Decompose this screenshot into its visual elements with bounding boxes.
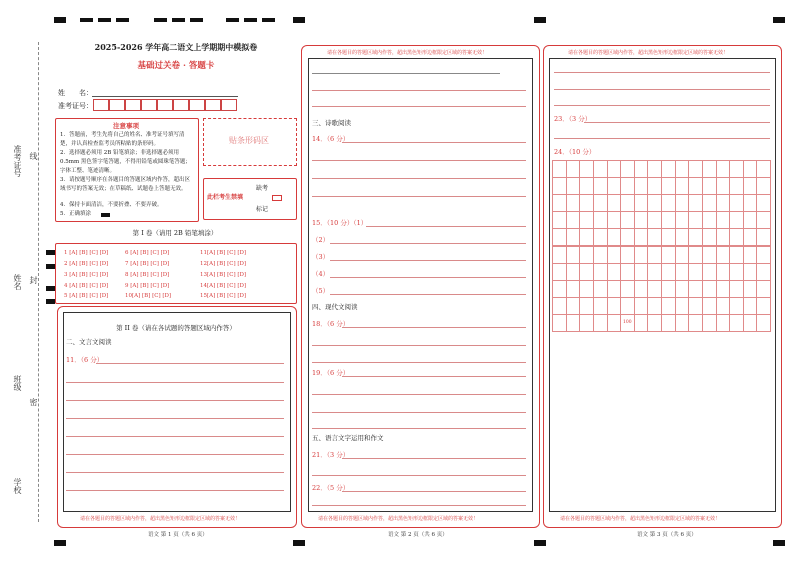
essay-grid-cell[interactable] <box>593 194 608 212</box>
side-mark <box>46 299 55 304</box>
page-number: 语文 第 2 页（共 6 页） <box>388 532 448 538</box>
essay-grid-cell[interactable] <box>647 160 662 178</box>
answer-line[interactable] <box>312 178 526 179</box>
essay-grid-cell[interactable] <box>552 280 567 298</box>
answer-line[interactable] <box>66 490 284 491</box>
choice-row[interactable]: 15[A] [B] [C] [D] <box>200 293 247 299</box>
essay-grid-cell[interactable] <box>566 314 581 332</box>
registration-mark <box>244 18 257 22</box>
essay-grid-cell[interactable] <box>743 297 758 315</box>
essay-grid-cell[interactable] <box>743 194 758 212</box>
essay-grid-cell[interactable] <box>620 297 635 315</box>
essay-grid-cell[interactable] <box>552 314 567 332</box>
answer-line[interactable] <box>554 105 770 106</box>
choice-row[interactable]: 3 [A] [B] [C] [D] <box>64 272 109 278</box>
choice-row[interactable]: 13[A] [B] [C] [D] <box>200 272 247 278</box>
essay-grid-cell[interactable] <box>716 194 731 212</box>
barcode-label: 贴条形码区 <box>229 136 269 145</box>
registration-mark <box>98 18 111 22</box>
essay-grid-cell[interactable] <box>661 228 676 246</box>
essay-grid-cell[interactable] <box>675 263 690 281</box>
essay-grid-cell[interactable] <box>756 280 771 298</box>
choice-row[interactable]: 7 [A] [B] [C] [D] <box>125 261 170 267</box>
section-modern: 四、现代文阅读 <box>312 303 358 311</box>
answer-line[interactable] <box>66 400 284 401</box>
essay-grid-cell[interactable] <box>579 314 594 332</box>
essay-grid-cell[interactable] <box>634 211 649 229</box>
question-15-label: 15．（10 分）（1） <box>312 219 368 227</box>
essay-grid-cell[interactable] <box>593 280 608 298</box>
essay-grid-cell[interactable] <box>688 314 703 332</box>
essay-grid-cell[interactable] <box>552 194 567 212</box>
answer-line[interactable] <box>584 122 770 123</box>
essay-grid-cell[interactable] <box>593 314 608 332</box>
answer-line[interactable] <box>312 412 526 413</box>
answer-line[interactable] <box>66 382 284 383</box>
essay-grid-cell[interactable] <box>729 314 744 332</box>
essay-grid-cell[interactable] <box>579 263 594 281</box>
essay-grid-cell[interactable] <box>593 246 608 264</box>
exam-no-label: 准考证号： <box>58 102 93 110</box>
essay-grid-cell[interactable] <box>743 177 758 195</box>
question-14-label: 14．（6 分） <box>312 135 350 143</box>
essay-grid-cell[interactable] <box>607 297 622 315</box>
essay-grid-cell[interactable] <box>634 160 649 178</box>
essay-grid-cell[interactable] <box>620 280 635 298</box>
essay-grid-cell[interactable] <box>702 211 717 229</box>
answer-line[interactable] <box>330 243 526 244</box>
essay-grid-cell[interactable] <box>634 263 649 281</box>
essay-grid-cell[interactable] <box>593 177 608 195</box>
essay-grid-cell[interactable] <box>647 297 662 315</box>
essay-grid-cell[interactable] <box>579 228 594 246</box>
essay-grid-cell[interactable] <box>566 160 581 178</box>
essay-grid-cell[interactable] <box>647 314 662 332</box>
essay-grid-cell[interactable] <box>675 160 690 178</box>
part2-title: 第 II 卷（请在各试题的答题区域内作答） <box>116 324 236 332</box>
essay-grid-cell[interactable] <box>647 263 662 281</box>
essay-grid-cell[interactable] <box>552 160 567 178</box>
essay-grid-cell[interactable] <box>634 228 649 246</box>
essay-grid-cell[interactable] <box>647 194 662 212</box>
answer-line[interactable] <box>366 226 526 227</box>
essay-grid-cell[interactable] <box>702 177 717 195</box>
section-writing: 五、语言文字运用和作文 <box>312 434 384 442</box>
answer-line[interactable] <box>66 418 284 419</box>
essay-grid-cell[interactable] <box>634 297 649 315</box>
essay-grid-cell[interactable] <box>661 297 676 315</box>
registration-mark <box>172 18 185 22</box>
essay-grid-cell[interactable] <box>729 246 744 264</box>
essay-grid-cell[interactable] <box>702 160 717 178</box>
essay-grid-cell[interactable] <box>729 297 744 315</box>
registration-mark <box>116 18 129 22</box>
essay-grid-cell[interactable] <box>607 246 622 264</box>
question-15-4-label: （4） <box>312 270 330 278</box>
registration-mark <box>293 17 305 23</box>
essay-grid-cell[interactable] <box>688 263 703 281</box>
side-label-exam-no: 准考证号 <box>13 145 22 177</box>
registration-mark <box>54 540 66 546</box>
essay-grid-cell[interactable] <box>634 177 649 195</box>
answer-line[interactable] <box>312 362 526 363</box>
choice-row[interactable]: 14[A] [B] [C] [D] <box>200 283 247 289</box>
essay-grid-cell[interactable] <box>634 246 649 264</box>
essay-grid-cell[interactable] <box>716 228 731 246</box>
essay-grid-cell[interactable] <box>620 211 635 229</box>
essay-grid-cell[interactable] <box>566 228 581 246</box>
essay-grid-cell[interactable] <box>756 194 771 212</box>
essay-grid-cell[interactable] <box>620 194 635 212</box>
essay-grid-cell[interactable] <box>661 314 676 332</box>
essay-grid-cell[interactable] <box>607 194 622 212</box>
answer-line[interactable] <box>312 160 526 161</box>
essay-grid-cell[interactable] <box>743 160 758 178</box>
essay-grid-cell[interactable] <box>647 177 662 195</box>
notice-item: 5．正确填涂 <box>60 211 91 217</box>
essay-grid-cell[interactable] <box>702 297 717 315</box>
header-notice: 请在各题目的答题区域内作答，超出黑色矩形边框限定区域的答案无效！ <box>568 50 729 56</box>
question-15-5-label: （5） <box>312 287 330 295</box>
side-label-secret: 密 <box>29 398 38 406</box>
essay-grid-cell[interactable] <box>688 194 703 212</box>
answer-line[interactable] <box>330 277 526 278</box>
fill-example-icon <box>101 213 110 217</box>
essay-grid-cell[interactable] <box>702 228 717 246</box>
side-label-line: 线 <box>29 152 38 160</box>
answer-line[interactable] <box>312 505 526 506</box>
answer-line[interactable] <box>554 89 770 90</box>
essay-grid-cell[interactable] <box>702 280 717 298</box>
essay-grid-cell[interactable] <box>675 246 690 264</box>
essay-grid-cell[interactable] <box>702 246 717 264</box>
essay-grid-cell[interactable] <box>716 246 731 264</box>
essay-grid-cell[interactable] <box>552 211 567 229</box>
notice-item: 4．保持卡面清洁，不要折叠、不要弄破。 <box>60 202 163 208</box>
choice-row[interactable]: 9 [A] [B] [C] [D] <box>125 283 170 289</box>
notice-item: 2．选择题必须用 2B 铅笔填涂；非选择题必须用 0.5mm 黑色签字笔答题，不得用铅笔或圆珠笔答题；字体工整、笔迹清晰。 <box>60 150 191 174</box>
registration-mark <box>190 18 203 22</box>
answer-line[interactable] <box>312 394 526 395</box>
essay-grid-cell[interactable] <box>729 194 744 212</box>
essay-grid-cell[interactable] <box>702 314 717 332</box>
essay-grid-cell[interactable] <box>620 246 635 264</box>
answer-line[interactable] <box>96 363 284 364</box>
essay-grid-cell[interactable] <box>743 263 758 281</box>
essay-grid-cell[interactable] <box>688 160 703 178</box>
answer-line[interactable] <box>342 491 526 492</box>
essay-grid-cell[interactable] <box>593 297 608 315</box>
essay-grid-cell[interactable] <box>716 177 731 195</box>
essay-grid-cell[interactable] <box>688 297 703 315</box>
choice-row[interactable]: 5 [A] [B] [C] [D] <box>64 293 109 299</box>
essay-grid-cell[interactable] <box>729 228 744 246</box>
essay-grid-cell[interactable] <box>688 177 703 195</box>
registration-mark <box>154 18 167 22</box>
essay-grid-cell[interactable] <box>607 314 622 332</box>
answer-line[interactable] <box>312 90 526 91</box>
choice-row[interactable]: 12[A] [B] [C] [D] <box>200 261 247 267</box>
choice-row[interactable]: 2 [A] [B] [C] [D] <box>64 261 109 267</box>
exam-no-boxes[interactable] <box>93 99 237 111</box>
part1-title: 第 I 卷（请用 2B 铅笔填涂） <box>132 229 218 237</box>
essay-grid-cell[interactable] <box>743 314 758 332</box>
registration-mark <box>534 17 546 23</box>
essay-grid-cell[interactable] <box>661 194 676 212</box>
side-mark <box>46 286 55 291</box>
essay-grid-cell[interactable] <box>607 228 622 246</box>
essay-grid[interactable] <box>552 160 770 331</box>
essay-grid-cell[interactable] <box>661 211 676 229</box>
essay-grid-cell[interactable] <box>579 194 594 212</box>
page-subtitle: 基础过关卷 · 答题卡 <box>137 61 215 71</box>
essay-grid-cell[interactable] <box>743 211 758 229</box>
essay-grid-cell[interactable] <box>716 297 731 315</box>
question-11-label: 11．（6 分） <box>66 356 104 364</box>
essay-grid-cell[interactable] <box>552 263 567 281</box>
essay-grid-cell[interactable] <box>620 228 635 246</box>
essay-grid-cell[interactable] <box>634 314 649 332</box>
essay-grid-cell[interactable] <box>634 194 649 212</box>
essay-grid-cell[interactable] <box>743 246 758 264</box>
essay-grid-cell[interactable] <box>688 211 703 229</box>
essay-grid-cell[interactable] <box>620 160 635 178</box>
essay-grid-cell[interactable] <box>661 177 676 195</box>
essay-grid-cell[interactable] <box>716 280 731 298</box>
footer-notice: 请在各题目的答题区域内作答，超出黑色矩形边框限定区域的答案无效！ <box>560 516 721 522</box>
name-field[interactable] <box>92 96 238 97</box>
word-count-marker: 100 <box>623 320 632 325</box>
essay-grid-cell[interactable] <box>743 280 758 298</box>
side-mark <box>46 264 55 269</box>
essay-grid-cell[interactable] <box>647 246 662 264</box>
side-label-class: 班级 <box>13 375 22 391</box>
answer-line[interactable] <box>330 294 526 295</box>
essay-grid-cell[interactable] <box>579 246 594 264</box>
choice-row[interactable]: 6 [A] [B] [C] [D] <box>125 250 170 256</box>
answer-line[interactable] <box>312 428 526 429</box>
essay-grid-cell[interactable] <box>620 177 635 195</box>
page-title: 2025-2026 学年高二语文上学期期中模拟卷 <box>94 42 258 52</box>
choice-row[interactable]: 8 [A] [B] [C] [D] <box>125 272 170 278</box>
essay-grid-cell[interactable] <box>566 194 581 212</box>
essay-grid-cell[interactable] <box>607 211 622 229</box>
essay-grid-cell[interactable] <box>620 263 635 281</box>
side-label-name: 姓名 <box>13 274 22 290</box>
essay-grid-cell[interactable] <box>579 297 594 315</box>
essay-grid-cell[interactable] <box>566 177 581 195</box>
essay-grid-cell[interactable] <box>756 160 771 178</box>
essay-grid-cell[interactable] <box>607 160 622 178</box>
essay-grid-cell[interactable] <box>688 246 703 264</box>
question-24-label: 24．（10 分） <box>554 148 596 156</box>
question-15-3-label: （3） <box>312 253 330 261</box>
essay-grid-cell[interactable] <box>593 228 608 246</box>
essay-grid-cell[interactable] <box>716 314 731 332</box>
essay-grid-cell[interactable] <box>579 280 594 298</box>
registration-mark <box>262 18 275 22</box>
side-label-school: 学校 <box>13 478 22 494</box>
answer-line[interactable] <box>342 376 526 377</box>
essay-grid-cell[interactable] <box>566 280 581 298</box>
essay-grid-cell[interactable] <box>552 228 567 246</box>
essay-grid-cell[interactable] <box>729 177 744 195</box>
answer-line[interactable] <box>312 345 526 346</box>
essay-grid-cell[interactable] <box>566 246 581 264</box>
essay-grid-cell[interactable] <box>579 160 594 178</box>
essay-grid-cell[interactable] <box>756 228 771 246</box>
registration-mark <box>226 18 239 22</box>
essay-grid-cell[interactable] <box>661 160 676 178</box>
essay-grid-cell[interactable] <box>566 211 581 229</box>
page-number: 语文 第 3 页（共 6 页） <box>637 532 697 538</box>
answer-line[interactable] <box>554 72 770 73</box>
essay-grid-cell[interactable] <box>756 263 771 281</box>
essay-grid-cell[interactable] <box>756 297 771 315</box>
answer-line[interactable] <box>66 454 284 455</box>
essay-grid-cell[interactable] <box>716 211 731 229</box>
essay-grid-cell[interactable] <box>647 228 662 246</box>
question-23-label: 23．（3 分） <box>554 115 592 123</box>
essay-grid-cell[interactable] <box>552 177 567 195</box>
notice-title: 注意事项 <box>113 122 139 130</box>
essay-grid-cell[interactable] <box>716 160 731 178</box>
page-number: 语文 第 1 页（共 6 页） <box>148 532 208 538</box>
essay-grid-cell[interactable] <box>647 280 662 298</box>
essay-grid-cell[interactable] <box>593 160 608 178</box>
essay-grid-cell[interactable] <box>702 263 717 281</box>
essay-grid-cell[interactable] <box>579 177 594 195</box>
answer-line[interactable] <box>66 436 284 437</box>
essay-grid-cell[interactable] <box>675 177 690 195</box>
question-15-2-label: （2） <box>312 236 330 244</box>
question-21-label: 21．（3 分） <box>312 451 350 459</box>
essay-grid-cell[interactable] <box>607 280 622 298</box>
absent-mark-word: 标记 <box>256 206 269 213</box>
essay-grid-cell[interactable] <box>552 246 567 264</box>
choice-row[interactable]: 10[A] [B] [C] [D] <box>125 293 172 299</box>
absent-mark-label: 缺考 <box>256 185 269 192</box>
answer-line[interactable] <box>342 458 526 459</box>
essay-grid-cell[interactable] <box>647 211 662 229</box>
answer-line[interactable] <box>554 138 770 139</box>
registration-mark <box>80 18 93 22</box>
essay-grid-cell[interactable] <box>675 211 690 229</box>
essay-grid-cell[interactable] <box>661 280 676 298</box>
essay-grid-cell[interactable] <box>729 211 744 229</box>
registration-mark <box>54 17 66 23</box>
essay-grid-cell[interactable] <box>729 280 744 298</box>
registration-mark <box>773 17 785 23</box>
essay-grid-cell[interactable] <box>756 211 771 229</box>
answer-line[interactable] <box>66 472 284 473</box>
answer-line[interactable] <box>342 327 526 328</box>
choice-row[interactable]: 11[A] [B] [C] [D] <box>200 250 247 256</box>
essay-grid-cell[interactable] <box>675 194 690 212</box>
essay-grid-cell[interactable] <box>756 246 771 264</box>
essay-grid-cell[interactable] <box>552 297 567 315</box>
question-22-label: 22．（5 分） <box>312 484 350 492</box>
essay-grid-cell[interactable] <box>607 263 622 281</box>
essay-grid-cell[interactable] <box>675 297 690 315</box>
essay-grid-cell[interactable] <box>593 211 608 229</box>
answer-line[interactable] <box>312 106 526 107</box>
choice-row[interactable]: 4 [A] [B] [C] [D] <box>64 283 109 289</box>
answer-line[interactable] <box>312 196 526 197</box>
section-poetry: 三、诗歌阅读 <box>312 119 351 127</box>
essay-grid-cell[interactable] <box>593 263 608 281</box>
footer-notice: 请在各题目的答题区域内作答，超出黑色矩形边框限定区域的答案无效！ <box>80 516 241 522</box>
question-18-label: 18．（6 分） <box>312 320 350 328</box>
essay-grid-cell[interactable] <box>729 263 744 281</box>
essay-grid-cell[interactable] <box>675 314 690 332</box>
essay-grid-cell[interactable] <box>743 228 758 246</box>
essay-grid-cell[interactable] <box>688 228 703 246</box>
side-label-seal: 封 <box>29 276 38 284</box>
essay-grid-cell[interactable] <box>661 246 676 264</box>
essay-grid-cell[interactable] <box>566 297 581 315</box>
essay-grid-cell[interactable] <box>729 160 744 178</box>
notice-item: 1．答题前，考生先将自己的姓名、准考证号填写清楚，并认真检查监考员所粘贴的条形码。 <box>60 132 185 147</box>
answer-line[interactable] <box>330 260 526 261</box>
name-label: 姓 名： <box>58 89 93 97</box>
registration-mark <box>293 540 305 546</box>
side-mark <box>46 250 55 255</box>
choice-row[interactable]: 1 [A] [B] [C] [D] <box>64 250 109 256</box>
essay-grid-cell[interactable] <box>634 280 649 298</box>
essay-grid-cell[interactable] <box>756 314 771 332</box>
registration-mark <box>534 540 546 546</box>
section-classical: 二、文言文阅读 <box>66 338 112 346</box>
essay-grid-cell[interactable] <box>702 194 717 212</box>
answer-line[interactable] <box>342 142 526 143</box>
question-19-label: 19．（6 分） <box>312 369 350 377</box>
essay-grid-cell[interactable] <box>756 177 771 195</box>
answer-line-dark[interactable] <box>312 73 500 74</box>
absent-label: 此栏考生禁填 <box>207 194 244 201</box>
essay-grid-cell[interactable] <box>675 228 690 246</box>
absent-checkbox[interactable] <box>272 195 282 201</box>
essay-grid-cell[interactable] <box>607 177 622 195</box>
essay-grid-cell[interactable] <box>675 280 690 298</box>
essay-grid-cell[interactable] <box>688 280 703 298</box>
notice-item: 3．请按题号顺序在各题目的答题区域内作答，超出区域书写的答案无效；在草稿纸、试题卷上答题无效。 <box>60 177 191 192</box>
essay-grid-cell[interactable] <box>566 263 581 281</box>
registration-mark <box>773 540 785 546</box>
essay-grid-cell[interactable] <box>579 211 594 229</box>
answer-line[interactable] <box>312 475 526 476</box>
header-notice: 请在各题目的答题区域内作答，超出黑色矩形边框限定区域的答案无效！ <box>327 50 488 56</box>
essay-grid-cell[interactable] <box>661 263 676 281</box>
essay-grid-cell[interactable] <box>716 263 731 281</box>
footer-notice: 请在各题目的答题区域内作答，超出黑色矩形边框限定区域的答案无效！ <box>318 516 479 522</box>
